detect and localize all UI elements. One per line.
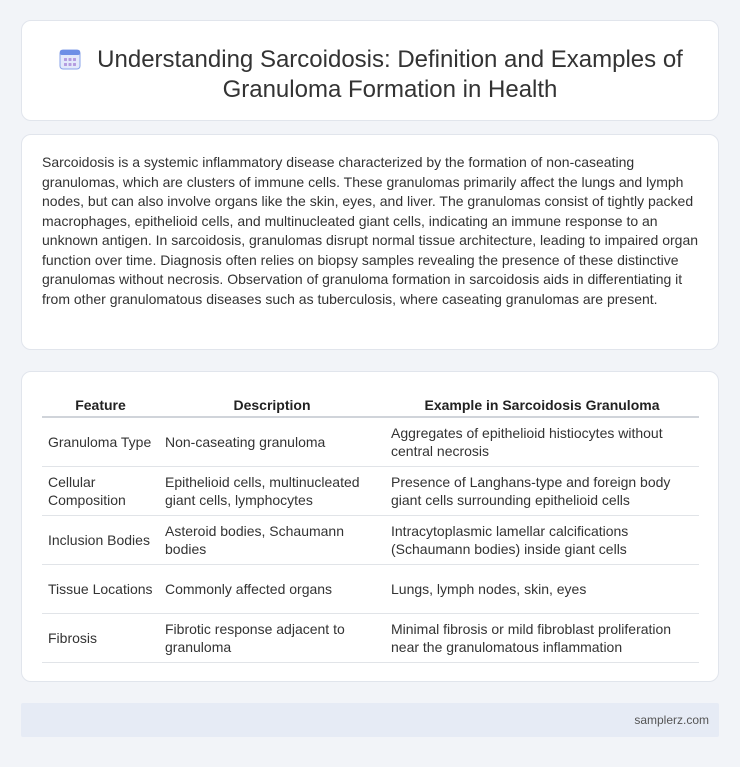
- table-cell-description: Non-caseating granuloma: [159, 417, 385, 466]
- table-header-row: [42, 393, 699, 417]
- footer: [21, 703, 719, 737]
- table-cell-example: Aggregates of epithelioid histiocytes without central necrosis: [385, 417, 699, 466]
- header-feature: Feature: [42, 393, 159, 417]
- table-row: [42, 466, 699, 515]
- intro-paragraph: Sarcoidosis is a systemic inflammatory disease characterized by the formation of non-caseating granulomas, which are clusters of immune cells. These granulomas primarily affect the lungs and lymph nodes, but can also involve organs like the skin, eyes, and liver. The granulomas consist of tightly packed macrophages, epithelioid cells, and multinucleated giant cells, indicating an immune response to an unknown antigen. In sarcoidosis, granulomas disrupt normal tissue architecture, leading to impaired organ function over time. Diagnosis often relies on biopsy samples revealing the presence of these distinctive granulomas without necrosis. Observation of granuloma formation in sarcoidosis aids in differentiating it from other granulomatous diseases such as tuberculosis, where caseating granulomas are present.: [42, 154, 699, 307]
- table-cell-description: Asteroid bodies, Schaumann bodies: [159, 515, 385, 564]
- table-row: [42, 564, 699, 613]
- table-cell-example: Presence of Langhans-type and foreign body giant cells surrounding epithelioid cells: [385, 466, 699, 515]
- header-description: Description: [159, 393, 385, 417]
- table-cell-feature: Fibrosis: [42, 613, 159, 662]
- table-cell-example: Lungs, lymph nodes, skin, eyes: [385, 564, 699, 613]
- table-cell-description: Commonly affected organs: [159, 564, 385, 613]
- table-cell-description: Fibrotic response adjacent to granuloma: [159, 613, 385, 662]
- table-cell-feature: Inclusion Bodies: [42, 515, 159, 564]
- table-row: [42, 515, 699, 564]
- page-title: Understanding Sarcoidosis: Definition and Examples of Granuloma Formation in Health: [97, 46, 683, 103]
- table-cell-feature: Granuloma Type: [42, 417, 159, 466]
- table-cell-example: Intracytoplasmic lamellar calcifications (Schaumann bodies) inside giant cells: [385, 515, 699, 564]
- table-row: [42, 417, 699, 466]
- footer-site-link[interactable]: samplerz.com: [634, 713, 709, 727]
- table-card: [21, 371, 719, 682]
- table-cell-example: Minimal fibrosis or mild fibroblast proliferation near the granulomatous inflammation: [385, 613, 699, 662]
- title-card: [21, 20, 719, 121]
- table-cell-description: Epithelioid cells, multinucleated giant cells, lymphocytes: [159, 466, 385, 515]
- header-example: Example in Sarcoidosis Granuloma: [385, 393, 699, 417]
- table-cell-feature: Cellular Composition: [42, 466, 159, 515]
- intro-card: [21, 134, 719, 350]
- table-row: [42, 613, 699, 662]
- granuloma-table: [42, 393, 699, 663]
- table-cell-feature: Tissue Locations: [42, 564, 159, 613]
